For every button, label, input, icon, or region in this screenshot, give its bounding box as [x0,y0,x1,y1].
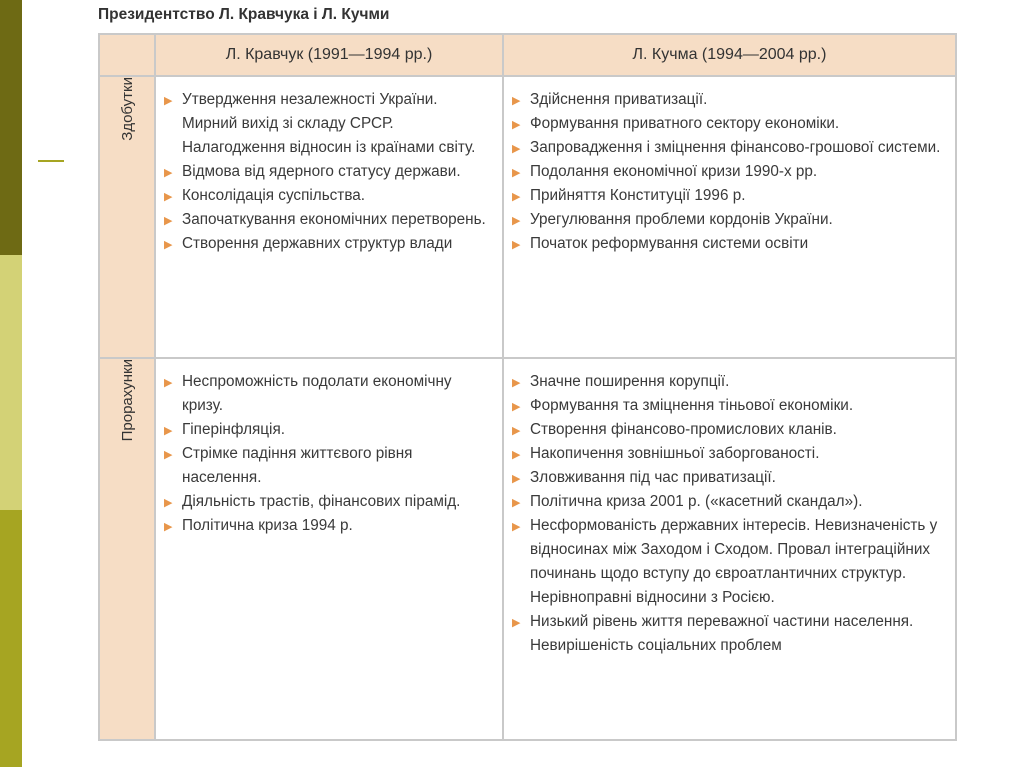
bullet-arrow-icon: ▶ [164,167,173,179]
bullet-arrow-icon: ▶ [512,143,521,155]
bullet-arrow-icon: ▶ [164,449,173,461]
list-item-text: Прийняття Конституції 1996 р. [530,187,746,204]
row-label-cell [99,76,155,358]
list-item-text: Відмова від ядерного статусу держави. [182,163,461,180]
bullet-arrow-icon: ▶ [512,521,521,533]
slide-accent-bar-bottom [0,510,22,767]
row-label-cell [99,358,155,740]
list-item-text: Початок реформування системи освіти [530,235,809,252]
header-kuchma: Л. Кучма (1994—2004 рр.) [503,34,956,76]
slide-accent-bar-middle [0,255,22,510]
slide-accent-dash [38,160,64,162]
list-item [164,184,494,208]
cell-failures-kuchma [503,358,956,740]
bullet-arrow-icon: ▶ [512,239,521,251]
bullet-arrow-icon: ▶ [512,167,521,179]
list-item [164,442,494,490]
header-corner-cell [99,34,155,76]
table-caption: Президентство Л. Кравчука і Л. Кучми [98,6,390,23]
list-item [512,610,947,658]
list-item-text: Діяльність трастів, фінансових пірамід. [182,493,461,510]
list-item [512,208,947,232]
list-item [512,232,947,256]
bullet-arrow-icon: ▶ [512,617,521,629]
list-item-text: Стрімке падіння життєвого рівня населення. [182,445,413,486]
bullet-arrow-icon: ▶ [512,425,521,437]
list-item [164,514,494,538]
list-item-text: Політична криза 2001 р. («касетний скандал»). [530,493,863,510]
bullet-arrow-icon: ▶ [512,497,521,509]
failures-kravchuk-list [156,359,502,542]
list-item-text: Політична криза 1994 р. [182,517,353,534]
list-item-text: Низький рівень життя переважної частини населення. Невирішеність соціальних проблем [530,613,914,654]
slide-accent-bar-top [0,0,22,255]
list-item-text: Значне поширення корупції. [530,373,730,390]
bullet-arrow-icon: ▶ [512,95,521,107]
row-label-failures: Прорахунки [118,359,136,442]
bullet-arrow-icon: ▶ [512,191,521,203]
bullet-arrow-icon: ▶ [164,215,173,227]
list-item [164,208,494,232]
bullet-arrow-icon: ▶ [512,215,521,227]
bullet-arrow-icon: ▶ [164,377,173,389]
cell-achievements-kuchma [503,76,956,358]
list-item-text: Формування та зміцнення тіньової економіки. [530,397,854,414]
list-item-text: Зловживання під час приватизації. [530,469,776,486]
bullet-arrow-icon: ▶ [512,119,521,131]
bullet-arrow-icon: ▶ [512,401,521,413]
row-label-achievements: Здобутки [118,77,136,141]
header-row [99,34,956,76]
header-kravchuk: Л. Кравчук (1991—1994 рр.) [155,34,503,76]
row-failures [99,358,956,740]
failures-kuchma-list [504,359,955,662]
list-item-text: Створення фінансово-промислових кланів. [530,421,837,438]
document-scan [80,0,1024,767]
bullet-arrow-icon: ▶ [512,377,521,389]
bullet-arrow-icon: ▶ [164,191,173,203]
list-item [164,160,494,184]
list-item [512,370,947,394]
bullet-arrow-icon: ▶ [512,473,521,485]
list-item-text: Урегулювання проблеми кордонів України. [530,211,833,228]
list-item-text: Формування приватного сектору економіки. [530,115,840,132]
list-item [512,160,947,184]
list-item-text: Створення державних структур влади [182,235,453,252]
list-item-text: Здійснення приватизації. [530,91,708,108]
bullet-arrow-icon: ▶ [164,521,173,533]
list-item [164,88,494,160]
list-item [164,370,494,418]
list-item-text: Подолання економічної кризи 1990-х рр. [530,163,818,180]
row-achievements [99,76,956,358]
list-item-text: Запровадження і зміцнення фінансово-грошової системи. [530,139,941,156]
list-item-text: Започаткування економічних перетворень. [182,211,486,228]
list-item [512,418,947,442]
list-item-text: Консолідація суспільства. [182,187,366,204]
bullet-arrow-icon: ▶ [512,449,521,461]
list-item [164,418,494,442]
bullet-arrow-icon: ▶ [164,95,173,107]
list-item [512,442,947,466]
bullet-arrow-icon: ▶ [164,239,173,251]
list-item-text: Утвердження незалежності України. Мирний вихід зі складу СРСР. Налагодження відносин із країнами світу. [182,91,476,156]
list-item [512,466,947,490]
list-item [512,184,947,208]
list-item [512,394,947,418]
list-item-text: Несформованість державних інтересів. Невизначеність у відносинах між Заходом і Сходом. Провал інтеграційних починань щодо вступу до євроатлантичних структур. Нерівноправні відносини з Росією. [530,517,938,606]
list-item-text: Гіперінфляція. [182,421,285,438]
list-item [512,490,947,514]
achievements-kravchuk-list [156,77,502,260]
list-item-text: Накопичення зовнішньої заборгованості. [530,445,820,462]
bullet-arrow-icon: ▶ [164,497,173,509]
list-item [512,514,947,610]
cell-achievements-kravchuk [155,76,503,358]
cell-failures-kravchuk [155,358,503,740]
list-item [164,232,494,256]
list-item-text: Неспроможність подолати економічну кризу. [182,373,452,414]
achievements-kuchma-list [504,77,955,260]
bullet-arrow-icon: ▶ [164,425,173,437]
list-item [512,112,947,136]
comparison-table [98,33,957,741]
list-item [164,490,494,514]
list-item [512,88,947,112]
list-item [512,136,947,160]
